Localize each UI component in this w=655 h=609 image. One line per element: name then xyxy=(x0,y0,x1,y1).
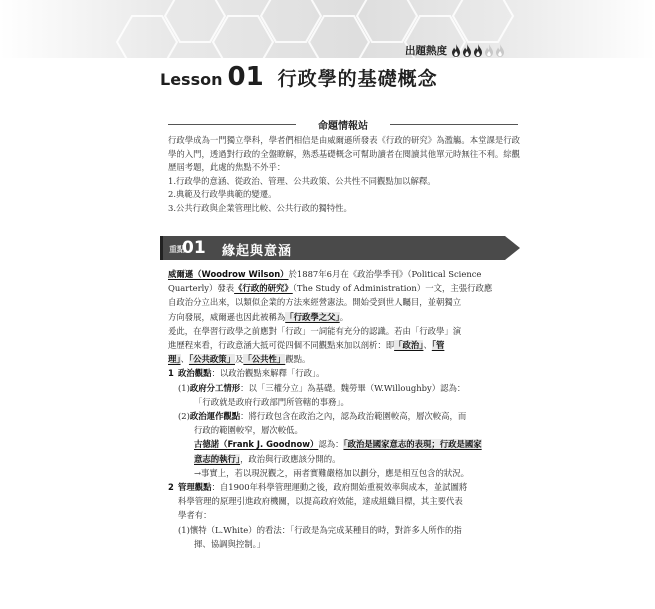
term-wilson: 威爾遜（Woodrow Wilson） xyxy=(168,269,289,279)
topics-heading xyxy=(168,116,518,132)
text-run: 進歷程來看，行政意涵大抵可從四個不同觀點來加以剖析：即 xyxy=(168,340,395,351)
paragraph-line: 科學管理的原理引進政府機關，以提高政府效能，達成組織目標，其主要代表 xyxy=(178,496,463,507)
paragraph-line xyxy=(168,310,520,324)
text-run: 、 xyxy=(180,354,189,365)
subsection-number: 2 xyxy=(168,482,174,493)
section-bar-shape xyxy=(160,236,524,260)
lesson-word: Lesson xyxy=(160,70,223,89)
section-number: 01 xyxy=(182,238,206,258)
list-item-continuation xyxy=(168,437,520,451)
paragraph-line: 學者有： xyxy=(178,510,212,521)
term-study-of-administration: 《行政的研究》 xyxy=(234,283,293,294)
text-run: ：以「三權分立」為基礎。魏勞畢（W.Willoughby）認為： xyxy=(240,382,466,393)
paragraph-line xyxy=(168,338,520,352)
section-title: 緣起與意涵 xyxy=(222,244,293,259)
exam-heat-indicator xyxy=(405,43,505,58)
paragraph-line: 爰此，在學習行政學之前應對「行政」一詞能有充分的認識。若由「行政學」演 xyxy=(168,325,462,336)
hexagon-pattern-background xyxy=(0,0,655,112)
flame-empty-icon xyxy=(484,44,494,57)
subsection-number: 1 xyxy=(168,368,174,379)
paragraph-line xyxy=(168,281,520,295)
section-header-bar xyxy=(160,236,524,260)
lesson-number: 01 xyxy=(227,62,264,92)
flame-empty-icon xyxy=(495,44,505,57)
quote-goodnow: 「政治是國家意志的表現；行政是國家 xyxy=(343,439,482,450)
topics-intro: 行政學成為一門獨立學科，學者們相信是由威爾遜所發表《行政的研究》為濫觴。本堂課是行政學的入門，透過對行政的全盤瞭解，熟悉基礎概念可幫助讀者在閱讀其他單元時無往不利。綜觀歷屆考題，此處的焦點不外乎： xyxy=(168,135,520,173)
text-run: 方向發展，威爾遜也因此被稱為 xyxy=(168,311,286,322)
paragraph-line xyxy=(168,352,520,366)
term-politics: 「政治」 xyxy=(394,340,424,351)
lesson-title: 行政學的基礎概念 xyxy=(277,68,438,90)
term-goodnow: 古德諾（Frank J. Goodnow） xyxy=(194,439,319,450)
text-run: 於1887年6月在《政治學季刊》（Political Science xyxy=(288,269,482,279)
heat-flames xyxy=(451,44,505,57)
page-header xyxy=(0,0,655,112)
text-run: 、 xyxy=(423,340,432,351)
text-run: ：自1900年科學管理運動之後，政府開始重視效率與成本，並試圖將 xyxy=(211,482,468,493)
topics-item: 2.典範及行政學典範的變遷。 xyxy=(168,189,277,200)
list-item xyxy=(168,523,520,537)
paragraph-line: 自政治分立出來，以類似企業的方法來經營憲法。開始受到世人矚目，並朝獨立 xyxy=(168,297,462,308)
subsection-heading xyxy=(168,480,520,494)
topics-item: 1.行政學的意涵、從政治、管理、公共政策、公共性不同觀點加以解釋。 xyxy=(168,175,436,186)
term-public-policy: 「公共政策」 xyxy=(188,354,235,365)
term-father-of-public-administration: 「行政學之父」 xyxy=(285,311,340,322)
flame-filled-icon xyxy=(462,44,472,57)
subsection-title: 政治觀點 xyxy=(178,368,212,379)
item-number: (1) xyxy=(178,382,190,393)
subsection-heading xyxy=(168,366,520,380)
list-item-continuation: 行政的範圍較窄，層次較低。 xyxy=(194,425,303,436)
lesson-heading xyxy=(160,62,438,92)
item-title: 政府分工情形 xyxy=(189,382,241,393)
flame-filled-icon xyxy=(473,44,483,57)
list-item xyxy=(168,381,520,395)
list-item-continuation: 揮、協調與控制。」 xyxy=(194,538,266,549)
text-run: 觀點。 xyxy=(285,354,311,365)
heat-label: 出題熱度 xyxy=(405,45,447,57)
topics-box xyxy=(168,134,520,216)
topics-item: 3.公共行政與企業管理比較、公共行政的獨特性。 xyxy=(168,202,352,213)
text-run: 及 xyxy=(235,354,244,365)
lesson-body xyxy=(168,267,520,551)
text-run: 「行政是為完成某種目的時，對許多人所作的指 xyxy=(290,524,462,535)
heading-rule-right xyxy=(390,124,518,125)
note-line: →事實上，若以現況觀之，兩者實難嚴格加以劃分，應是相互包含的狀況。 xyxy=(194,467,470,478)
text-run: 。 xyxy=(339,311,349,322)
list-item-continuation xyxy=(168,452,520,466)
text-run: ，政治與行政應該分開的。 xyxy=(240,453,341,464)
text-run: Quarterly）發表 xyxy=(168,283,235,294)
term-publicness: 「公共性」 xyxy=(243,354,286,365)
text-run: ：將行政包含在政治之內，認為政治範圍較高，層次較高，而 xyxy=(240,411,467,422)
paragraph-line xyxy=(168,267,520,281)
item-number: (2) xyxy=(178,411,190,422)
text-run: （The Study of Administration）一文，主張行政應 xyxy=(292,283,493,294)
section-label: 重點 xyxy=(169,245,185,254)
term-management-end: 理」 xyxy=(168,354,181,365)
text-run: (1)懷特（L.White）的看法： xyxy=(178,524,291,535)
item-title: 政治運作觀點 xyxy=(189,411,241,422)
list-item-continuation: 「行政就是政府行政部門所管轄的事務」。 xyxy=(194,396,349,407)
text-run: ：以政治觀點來解釋「行政」。 xyxy=(211,368,325,379)
flame-filled-icon xyxy=(451,44,461,57)
topics-heading-label: 命題情報站 xyxy=(318,121,368,132)
list-item xyxy=(168,409,520,423)
text-run: 認為： xyxy=(318,439,344,450)
term-management: 「管 xyxy=(431,340,445,351)
subsection-title: 管理觀點 xyxy=(178,482,212,493)
quote-goodnow-end: 意志的執行」 xyxy=(194,453,241,464)
